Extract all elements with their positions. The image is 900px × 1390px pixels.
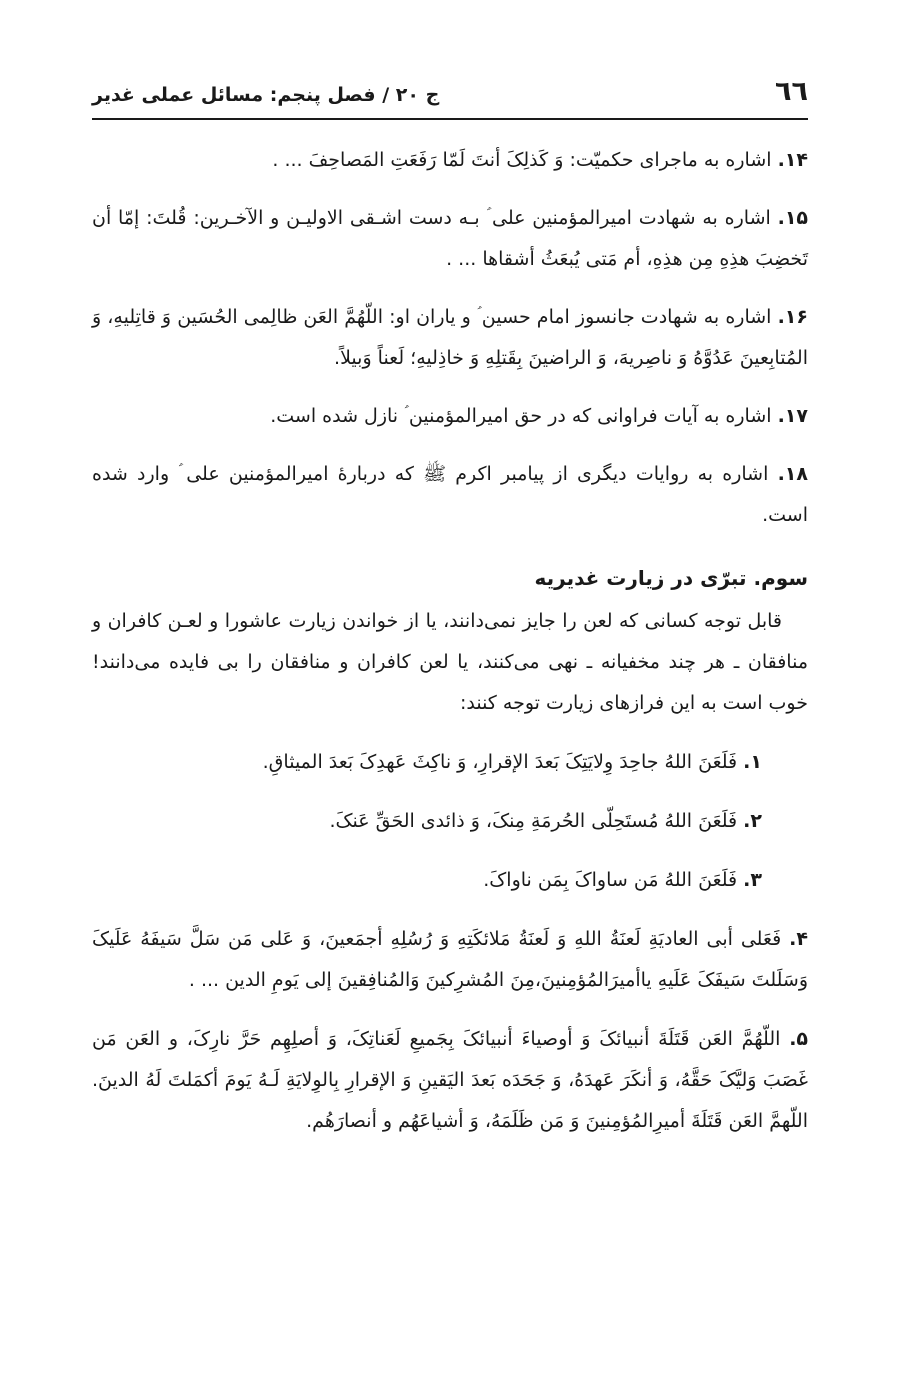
- page-header: [92, 74, 808, 120]
- item-number: ۱۸.: [777, 463, 808, 485]
- curse-text: فَعَلی أبی العادیَةِ لَعنَةُ اللهِ وَ لَعنَةُ مَلائکَتِهِ وَ رُسُلِهِ أجمَعینَ، وَ عَلی مَن سَلَّ سَیفَهُ عَلَیکَ وَسَلَلتَ سَیفَکَ عَلَیهِ یاأمیرَالمُؤمِنینَ،مِنَ المُشرِکینَ وَالمُنافِقینَ إلی یَومِ الدین ... .: [92, 928, 808, 991]
- item-text: اشاره به روایات دیگری از پیامبر اکرم ﷺ که دربارهٔ امیرالمؤمنین علی ؑ وارد شده است.: [92, 463, 808, 526]
- curse-text: فَلَعَنَ اللهُ مُستَحِلّی الحُرمَةِ مِنکَ، وَ ذائدی الحَقِّ عَنکَ.: [329, 810, 738, 832]
- item-number: ۱۴.: [777, 149, 808, 171]
- item-number: ۱۷.: [777, 405, 808, 427]
- list-item-17: [92, 396, 808, 437]
- item-text: اشاره به شهادت جانسوز امام حسین ؑ و یاران او: اللّهُمَّ العَن ظالِمی الحُسَین وَ قاتِلیهِ، وَ المُتابِعینَ عَدُوَّهُ وَ ناصِریهَ، وَ الراضینَ بِقَتلِهِ وَ خاذِلیهِ؛ لَعناً وَبیلاً.: [92, 306, 808, 369]
- item-text: اشاره به شهادت امیرالمؤمنین علی ؑ بـه دست اشـقی الاولیـن و الآخـرین: قُلتَ: إمّا أن تَخضِبَ هذِهِ مِن هذِهِ، أم مَتی یُبعَثُ أشقاها ... .: [92, 207, 808, 270]
- curse-item-2: [92, 801, 762, 842]
- curse-item-1: [92, 742, 762, 783]
- list-item-16: [92, 297, 808, 379]
- curse-number: ۵.: [789, 1028, 809, 1050]
- item-number: ۱۶.: [777, 306, 808, 328]
- curse-item-5: [92, 1019, 808, 1142]
- curse-item-4: [92, 919, 808, 1001]
- curse-item-3: [92, 860, 762, 901]
- item-number: ۱۵.: [777, 207, 809, 229]
- section-heading: سوم. تبرّی در زیارت غدیریه: [534, 566, 808, 590]
- section-intro: قابل توجه کسانی که لعن را جایز نمی‌دانند، یا از خواندن زیارت عاشورا و لعـن کافران و منافقان ـ هر چند مخفیانه ـ نهی می‌کنند، یا لعن کافران و منافقان را بی فایده می‌دانند! خوب است به این فرازهای زیارت توجه کنند:: [92, 610, 808, 714]
- item-text: اشاره به ماجرای حکمیّت: وَ کَذلِکَ أنتَ لَمّا رَفَعَتِ المَصاحِفَ ... .: [272, 149, 772, 171]
- list-item-15: [92, 198, 808, 280]
- running-title: ج ٢٠ / فصل پنجم: مسائل عملی غدیر: [92, 84, 440, 106]
- item-text: اشاره به آیات فراوانی که در حق امیرالمؤمنین ؑ نازل شده است.: [270, 405, 772, 427]
- curse-text: فَلَعَنَ اللهُ مَن ساواکَ بِمَن ناواکَ.: [483, 869, 738, 891]
- page-content: [92, 140, 808, 1160]
- curse-number: ۴.: [789, 928, 808, 950]
- curse-number: ۲.: [743, 810, 762, 832]
- page-number: ٦٦: [775, 76, 808, 107]
- curse-number: ۱.: [743, 751, 762, 773]
- curse-text: اللّهُمَّ العَن قَتَلَةَ أنبیائکَ وَ أوصیاءَ أنبیائکَ بِجَمیعِ لَعَناتِکَ، وَ أصلِهِم حَرَّ نارِکَ، و العَن مَن غَصَبَ وَلیَّکَ حَقَّهُ، وَ أنکَرَ عَهدَهُ، وَ جَحَدَه بَعدَ الیَقینِ وَ الإقرارِ بِالوِلایَةِ لَـهُ یَومَ أکمَلتَ لَهُ الدینَ. اللّهمَّ العَن قَتَلَةَ أمیرِالمُؤمِنینَ وَ مَن ظَلَمَهُ، وَ أشیاعَهُم و أنصارَهُم.: [92, 1028, 808, 1132]
- curse-text: فَلَعَنَ اللهُ جاحِدَ وِلایَتِکَ بَعدَ الإقرارِ، وَ ناکِثَ عَهدِکَ بَعدَ المیثاقِ.: [262, 751, 738, 773]
- curse-number: ۳.: [743, 869, 762, 891]
- list-item-14: [92, 140, 808, 181]
- list-item-18: [92, 454, 808, 536]
